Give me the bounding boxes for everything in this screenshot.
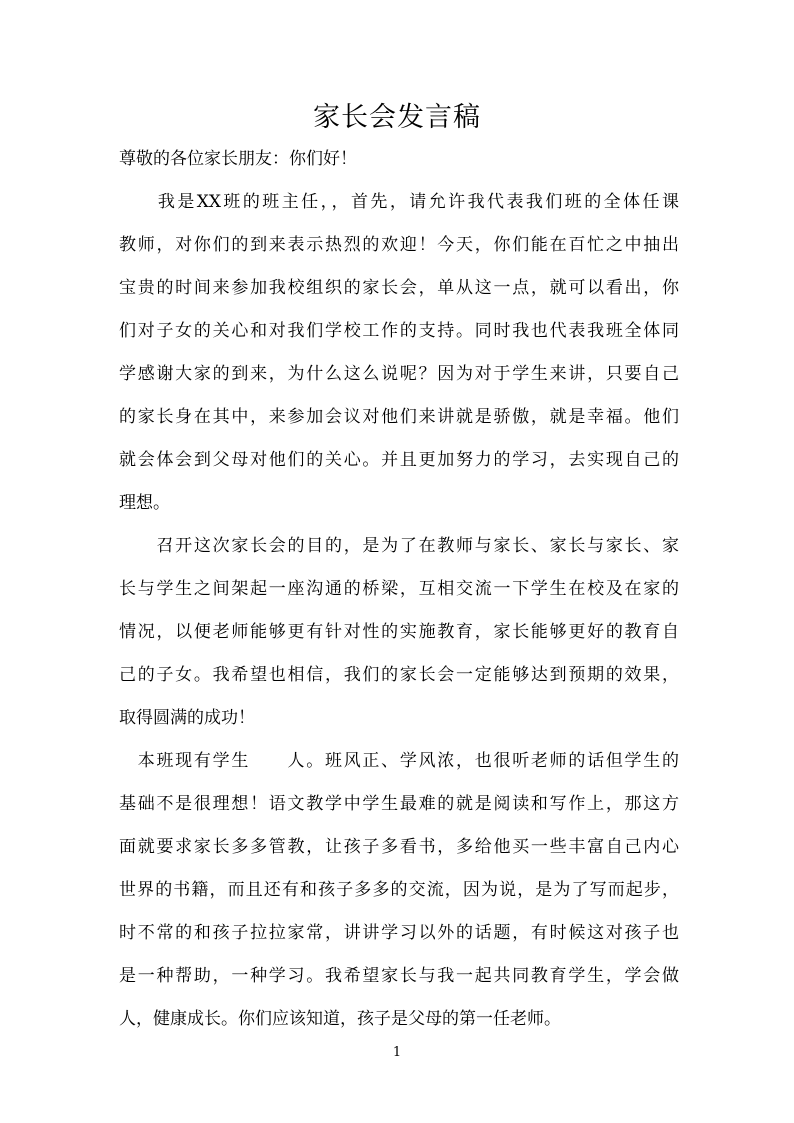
paragraph-line: 理想。 <box>119 493 170 513</box>
paragraph-line: 人，健康成长。你们应该知道，孩子是父母的第一任老师。 <box>119 1009 561 1029</box>
paragraph-line: 基础不是很理想！语文教学中学生最难的就是阅读和写作上，那这方 <box>119 794 679 814</box>
paragraph-line: 召开这次家长会的目的，是为了在教师与家长、家长与家长、家 <box>119 536 679 556</box>
paragraph-line: 的家长身在其中，来参加会议对他们来讲就是骄傲，就是幸福。他们 <box>119 407 679 427</box>
paragraph-line: 世界的书籍，而且还有和孩子多多的交流，因为说，是为了写而起步， <box>119 880 679 900</box>
page-number: 1 <box>392 1045 402 1060</box>
paragraph-line: 长与学生之间架起一座沟通的桥梁，互相交流一下学生在校及在家的 <box>119 579 679 599</box>
paragraph-line: 就会体会到父母对他们的关心。并且更加努力的学习，去实现自己的 <box>119 450 679 470</box>
paragraph-line: 己的子女。我希望也相信，我们的家长会一定能够达到预期的效果， <box>119 665 679 685</box>
paragraph-line: 们对子女的关心和对我们学校工作的支持。同时我也代表我班全体同 <box>119 321 679 341</box>
paragraph-line: 学感谢大家的到来，为什么这么说呢？因为对于学生来讲，只要自己 <box>119 364 679 384</box>
paragraph-line: 面就要求家长多多管教，让孩子多看书，多给他买一些丰富自己内心 <box>119 837 679 857</box>
salutation: 尊敬的各位家长朋友：你们好！ <box>119 149 357 169</box>
document-title: 家长会发言稿 <box>313 102 481 133</box>
paragraph-line: 宝贵的时间来参加我校组织的家长会，单从这一点，就可以看出，你 <box>119 278 679 298</box>
paragraph-line: 情况，以便老师能够更有针对性的实施教育，家长能够更好的教育自 <box>119 622 679 642</box>
paragraph-line: 我是XX班的班主任，，首先，请允许我代表我们班的全体任课 <box>119 192 679 212</box>
paragraph-line: 是一种帮助，一种学习。我希望家长与我一起共同教育学生，学会做 <box>119 966 679 986</box>
paragraph-line: 时不常的和孩子拉拉家常，讲讲学习以外的话题，有时候这对孩子也 <box>119 923 679 943</box>
paragraph-line: 取得圆满的成功！ <box>119 708 255 728</box>
paragraph-line: 本班现有学生 人。班风正、学风浓，也很听老师的话但学生的 <box>119 751 679 771</box>
paragraph-line: 教师，对你们的到来表示热烈的欢迎！今天，你们能在百忙之中抽出 <box>119 235 679 255</box>
